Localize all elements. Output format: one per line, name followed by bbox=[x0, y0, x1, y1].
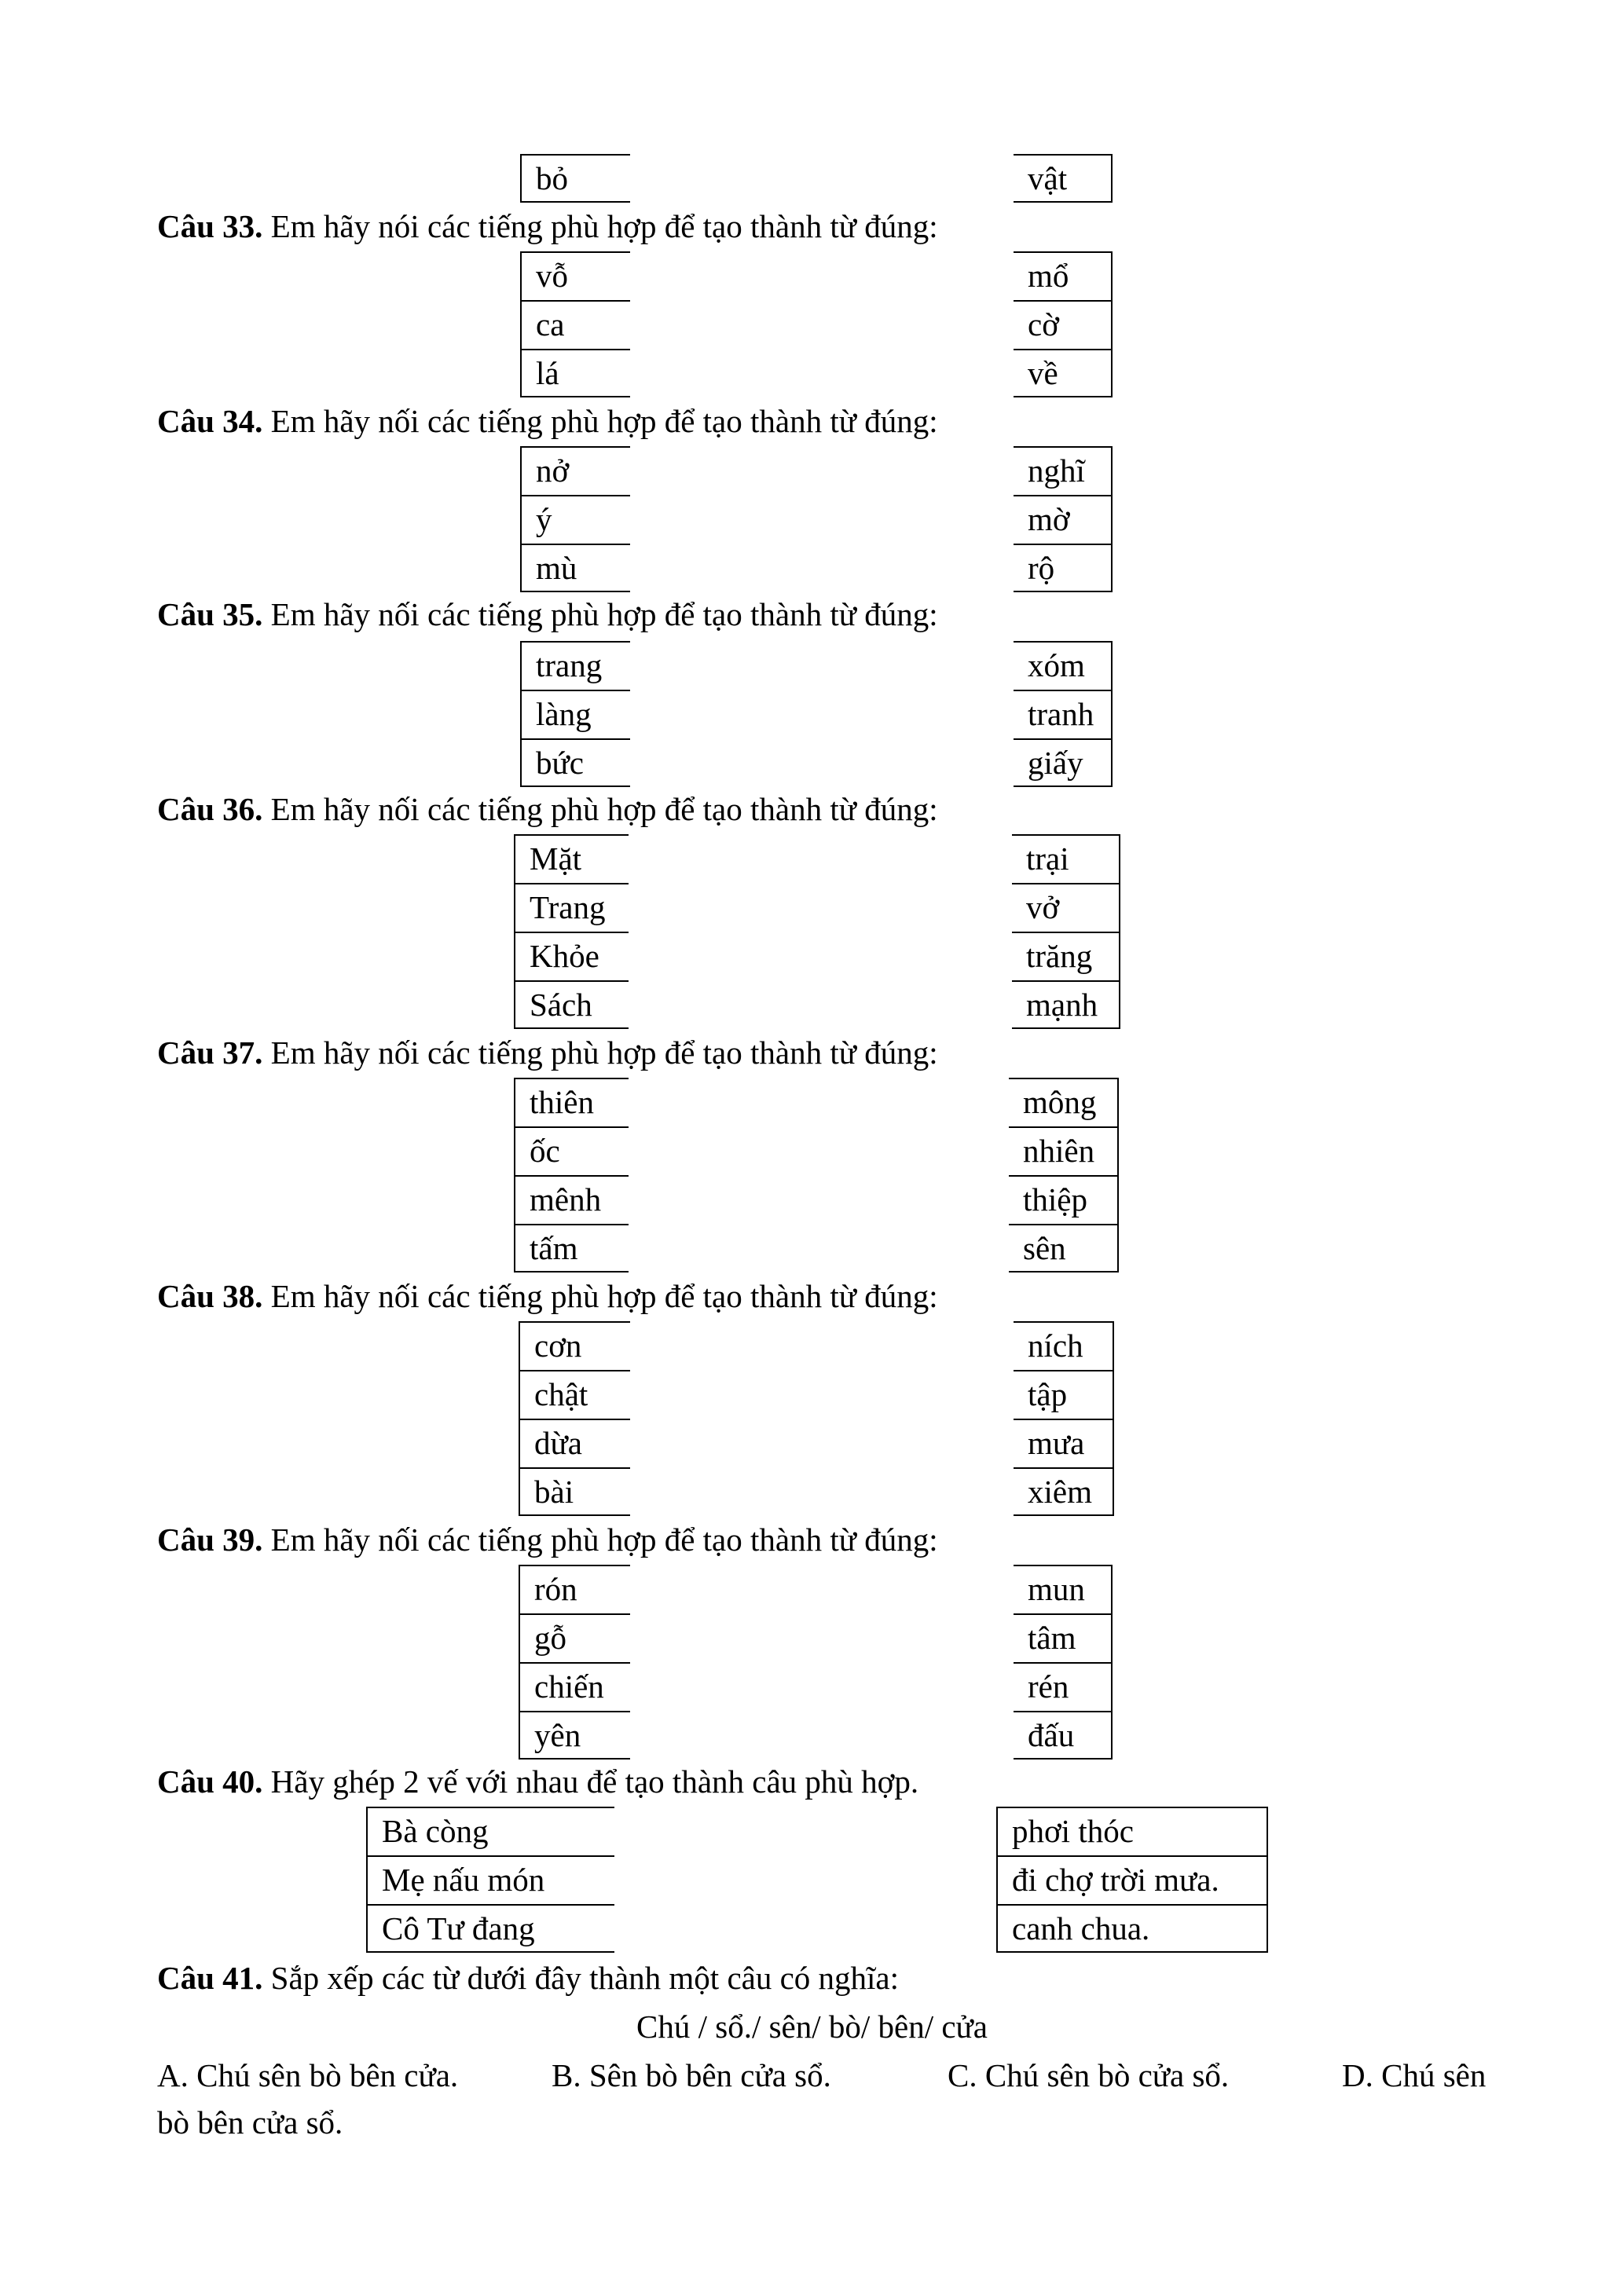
left-cell: Sách bbox=[514, 980, 629, 1029]
right-cell: phơi thóc bbox=[996, 1807, 1268, 1855]
question-number: Câu 34. bbox=[157, 403, 263, 439]
right-cell: mông bbox=[1009, 1078, 1119, 1126]
right-cell: vở bbox=[1012, 883, 1120, 932]
right-cell: xóm bbox=[1014, 641, 1113, 690]
right-cell: ních bbox=[1014, 1321, 1114, 1370]
right-cell: tranh bbox=[1014, 690, 1113, 738]
right-cell: tâm bbox=[1014, 1613, 1113, 1662]
question-38 bbox=[157, 1273, 938, 1320]
question-number: Câu 40. bbox=[157, 1763, 263, 1800]
left-cell: ca bbox=[520, 300, 630, 349]
question-number: Câu 35. bbox=[157, 596, 263, 632]
question-text: Em hãy nối các tiếng phù hợp để tạo thành từ đúng: bbox=[262, 791, 938, 827]
left-cell: Mẹ nấu món bbox=[366, 1855, 614, 1904]
question-text: Em hãy nói các tiếng phù hợp để tạo thành từ đúng: bbox=[262, 208, 938, 244]
question-number: Câu 33. bbox=[157, 208, 263, 244]
right-cell: nghĩ bbox=[1014, 446, 1113, 495]
question-37 bbox=[157, 1029, 938, 1076]
question-text: Em hãy nối các tiếng phù hợp để tạo thành từ đúng: bbox=[262, 1034, 938, 1071]
question-39 bbox=[157, 1516, 938, 1563]
right-cell: mưa bbox=[1014, 1419, 1114, 1467]
right-cell: vật bbox=[1014, 154, 1113, 203]
right-cell: xiêm bbox=[1014, 1467, 1114, 1516]
right-cell: trăng bbox=[1012, 932, 1120, 980]
right-cell: mạnh bbox=[1012, 980, 1120, 1029]
right-cell: cờ bbox=[1014, 300, 1113, 349]
question-40 bbox=[157, 1758, 918, 1805]
right-cell: sên bbox=[1009, 1224, 1119, 1273]
question-text: Sắp xếp các từ dưới đây thành một câu có nghĩa: bbox=[262, 1960, 900, 1996]
left-cell: làng bbox=[520, 690, 630, 738]
right-cell: đi chợ trời mưa. bbox=[996, 1855, 1268, 1904]
right-cell: giấy bbox=[1014, 738, 1113, 787]
word-list: Chú / sổ./ sên/ bò/ bên/ cửa bbox=[636, 2009, 988, 2045]
question-text: Em hãy nối các tiếng phù hợp để tạo thành từ đúng: bbox=[262, 403, 938, 439]
question-text: Em hãy nối các tiếng phù hợp để tạo thành từ đúng: bbox=[262, 1278, 938, 1314]
left-cell: Cô Tư đang bbox=[366, 1904, 614, 1953]
question-number: Câu 37. bbox=[157, 1034, 263, 1071]
question-number: Câu 39. bbox=[157, 1522, 263, 1558]
left-cell: rón bbox=[519, 1565, 630, 1613]
left-cell: Trang bbox=[514, 883, 629, 932]
right-cell: tập bbox=[1014, 1370, 1114, 1419]
left-cell: bỏ bbox=[520, 154, 630, 203]
left-cell: yên bbox=[519, 1711, 630, 1760]
left-cell: cơn bbox=[519, 1321, 630, 1370]
question-text: Em hãy nối các tiếng phù hợp để tạo thành từ đúng: bbox=[262, 596, 938, 632]
question-number: Câu 41. bbox=[157, 1960, 263, 1996]
left-cell: mênh bbox=[514, 1175, 629, 1224]
right-cell: đấu bbox=[1014, 1711, 1113, 1760]
question-number: Câu 36. bbox=[157, 791, 263, 827]
question-text: Hãy ghép 2 vế với nhau để tạo thành câu phù hợp. bbox=[262, 1763, 919, 1800]
left-cell: trang bbox=[520, 641, 630, 690]
left-cell: lá bbox=[520, 349, 630, 397]
question-41 bbox=[157, 1954, 899, 2001]
question-34 bbox=[157, 397, 938, 445]
right-cell: mờ bbox=[1014, 495, 1113, 544]
left-cell: thiên bbox=[514, 1078, 629, 1126]
left-cell: ốc bbox=[514, 1126, 629, 1175]
question-number: Câu 38. bbox=[157, 1278, 263, 1314]
right-cell: mun bbox=[1014, 1565, 1113, 1613]
right-cell: rén bbox=[1014, 1662, 1113, 1711]
left-cell: Bà còng bbox=[366, 1807, 614, 1855]
left-cell: gỗ bbox=[519, 1613, 630, 1662]
left-cell: vỗ bbox=[520, 251, 630, 300]
question-35 bbox=[157, 591, 938, 638]
option-c: C. Chú sên bò cửa sổ. bbox=[948, 2057, 1230, 2093]
left-cell: chật bbox=[519, 1370, 630, 1419]
left-cell: Mặt bbox=[514, 834, 629, 883]
question-36 bbox=[157, 785, 938, 833]
question-33 bbox=[157, 203, 938, 250]
left-cell: chiến bbox=[519, 1662, 630, 1711]
left-cell: mù bbox=[520, 544, 630, 592]
left-cell: Khỏe bbox=[514, 932, 629, 980]
left-cell: nở bbox=[520, 446, 630, 495]
option-b: B. Sên bò bên cửa sổ. bbox=[552, 2057, 831, 2093]
option-d: D. Chú sên bbox=[1342, 2057, 1487, 2093]
right-cell: nhiên bbox=[1009, 1126, 1119, 1175]
right-cell: rộ bbox=[1014, 544, 1113, 592]
right-cell: canh chua. bbox=[996, 1904, 1268, 1953]
left-cell: tấm bbox=[514, 1224, 629, 1273]
question-text: Em hãy nối các tiếng phù hợp để tạo thành từ đúng: bbox=[262, 1522, 938, 1558]
right-cell: trại bbox=[1012, 834, 1120, 883]
right-cell: về bbox=[1014, 349, 1113, 397]
right-cell: thiệp bbox=[1009, 1175, 1119, 1224]
left-cell: ý bbox=[520, 495, 630, 544]
option-a: A. Chú sên bò bên cửa. bbox=[157, 2057, 459, 2093]
left-cell: dừa bbox=[519, 1419, 630, 1467]
option-d-continuation: bò bên cửa sổ. bbox=[157, 2104, 343, 2140]
left-cell: bức bbox=[520, 738, 630, 787]
left-cell: bài bbox=[519, 1467, 630, 1516]
right-cell: mổ bbox=[1014, 251, 1113, 300]
